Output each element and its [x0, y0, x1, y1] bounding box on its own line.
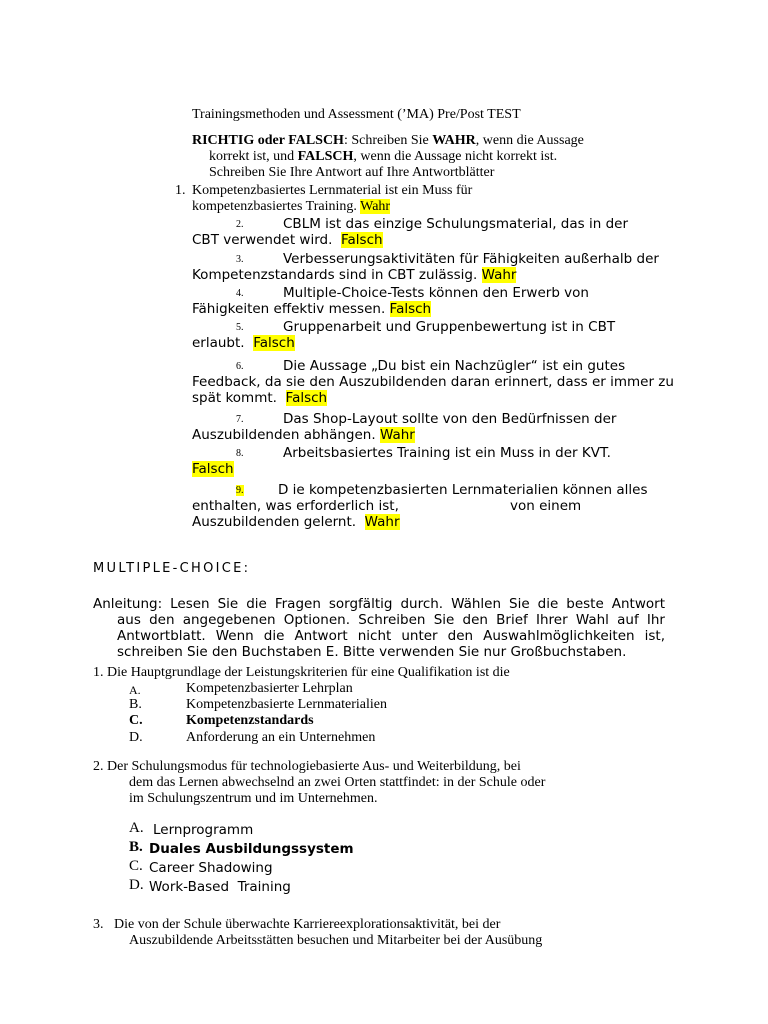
tf-instruction-line-2: [209, 149, 557, 165]
tf-answer-highlight: Wahr: [481, 267, 517, 283]
mc-question-3-line: 3. Die von der Schule überwachte Karriereexplorationsaktivität, bei der: [93, 917, 501, 932]
mc-option-letter: D.: [129, 877, 144, 893]
tf-item-text-part: Auszubildenden gelernt.: [192, 514, 357, 530]
tf-falsch-keyword: FALSCH: [297, 149, 354, 164]
mc-option-text: Anforderung an ein Unternehmen: [186, 730, 376, 745]
tf-item-text: CBLM ist das einzige Schulungsmaterial, das in der: [283, 216, 628, 232]
mc-option-text: Kompetenzbasierte Lernmaterialien: [186, 697, 387, 712]
tf-item-text: [192, 427, 415, 443]
mc-option-text: Kompetenzbasierter Lehrplan: [186, 681, 353, 696]
tf-item-number: 9.: [236, 485, 244, 496]
mc-option-text: Career Shadowing: [149, 860, 273, 876]
tf-answer-highlight: Wahr: [360, 199, 391, 214]
mc-instruction-line: schreiben Sie den Buchstaben E. Bitte verwenden Sie nur Großbuchstaben.: [117, 644, 627, 660]
tf-item-number: 4.: [236, 288, 244, 299]
tf-item-text: [192, 390, 327, 406]
tf-item-text-part: Kompetenzstandards sind in CBT zulässig.: [192, 267, 478, 283]
tf-item-text: von einem: [510, 498, 582, 514]
tf-item-text: D ie kompetenzbasierten Lernmaterialien können alles: [278, 482, 648, 498]
tf-item-text-part: Auszubildenden abhängen.: [192, 427, 376, 443]
tf-item-number: 8.: [236, 448, 244, 459]
mc-question-3-line: Auszubildende Arbeitsstätten besuchen und Mitarbeiter bei der Ausübung: [129, 933, 543, 948]
mc-heading: MULTIPLE-CHOICE:: [93, 561, 251, 576]
mc-option-letter: D.: [129, 730, 143, 745]
tf-item-number: 5.: [236, 322, 244, 333]
tf-instruction-text: korrekt ist, und: [209, 149, 298, 164]
mc-question-2-line: dem das Lernen abwechselnd an zwei Orten stattfindet: in der Schule oder: [129, 775, 546, 790]
mc-option-letter: B.: [129, 839, 143, 855]
tf-item-text: [192, 232, 383, 248]
mc-option-letter: A.: [129, 683, 141, 697]
tf-item-text: [192, 514, 400, 530]
mc-option-text: Work-Based Training: [149, 879, 291, 895]
tf-instruction-label: RICHTIG oder FALSCH: [192, 133, 344, 148]
tf-item-text: [192, 461, 234, 477]
tf-item-number: 1.: [175, 183, 186, 198]
tf-item-text-part: spät kommt.: [192, 390, 277, 406]
tf-item-text: Gruppenarbeit und Gruppenbewertung ist in CBT: [283, 319, 616, 335]
mc-option-text: Lernprogramm: [153, 822, 254, 838]
tf-item-text: Multiple-Choice-Tests können den Erwerb von: [283, 285, 589, 301]
mc-question-1: 1. Die Hauptgrundlage der Leistungskriterien für eine Qualifikation ist die: [93, 665, 510, 680]
mc-option-letter: C.: [129, 858, 143, 874]
tf-item-text: [192, 301, 431, 317]
tf-item-text: Das Shop-Layout sollte von den Bedürfnissen der: [283, 411, 617, 427]
tf-wahr-keyword: WAHR: [432, 133, 476, 148]
tf-item-text: [192, 199, 390, 215]
tf-item-text: enthalten, was erforderlich ist,: [192, 498, 399, 514]
tf-item-text-part: Fähigkeiten effektiv messen.: [192, 301, 386, 317]
tf-item-text: Die Aussage „Du bist ein Nachzügler“ ist ein gutes: [283, 358, 626, 374]
tf-item-text: Feedback, da sie den Auszubildenden daran erinnert, dass er immer zu: [192, 374, 674, 390]
tf-item-text: Arbeitsbasiertes Training ist ein Muss in der KVT.: [283, 445, 611, 461]
mc-instruction-line: aus den angegebenen Optionen. Schreiben Sie den Brief Ihrer Wahl auf Ihr: [117, 612, 665, 628]
tf-answer-highlight: Falsch: [389, 301, 432, 317]
tf-answer-highlight: Falsch: [285, 390, 328, 406]
tf-item-number: 3.: [236, 254, 244, 265]
mc-option-letter: C.: [129, 713, 143, 728]
tf-item-number: 6.: [236, 361, 244, 372]
mc-option-letter: A.: [129, 820, 144, 836]
tf-item-text: Verbesserungsaktivitäten für Fähigkeiten außerhalb der: [283, 251, 659, 267]
mc-option-text-correct: Kompetenzstandards: [186, 713, 314, 728]
tf-item-text: [192, 335, 295, 351]
tf-answer-highlight: Wahr: [379, 427, 415, 443]
mc-option-text-correct: Duales Ausbildungssystem: [149, 841, 354, 857]
tf-instruction-text: : Schreiben Sie: [343, 133, 433, 148]
tf-item-text-part: CBT verwendet wird.: [192, 232, 333, 248]
tf-item-text-part: erlaubt.: [192, 335, 245, 351]
tf-answer-highlight: Falsch: [192, 461, 234, 477]
tf-instruction-text: , wenn die Aussage nicht korrekt ist.: [353, 149, 558, 164]
page-title: Trainingsmethoden und Assessment (’MA) Pre/Post TEST: [192, 107, 521, 122]
mc-question-2-line: 2. Der Schulungsmodus für technologiebasierte Aus- und Weiterbildung, bei: [93, 759, 521, 774]
tf-answer-highlight: Falsch: [253, 335, 295, 351]
mc-option-letter: B.: [129, 697, 142, 712]
mc-question-2-line: im Schulungszentrum und im Unternehmen.: [129, 791, 378, 806]
tf-item-text-part: kompetenzbasiertes Training.: [192, 199, 357, 214]
tf-answer-highlight: Wahr: [364, 514, 400, 530]
tf-item-number: 2.: [236, 219, 244, 230]
tf-instruction-line-1: [192, 133, 584, 149]
tf-item-text: [192, 267, 516, 283]
tf-instruction-line-3: Schreiben Sie Ihre Antwort auf Ihre Antwortblätter: [209, 165, 495, 180]
tf-item-number: 7.: [236, 414, 244, 425]
mc-instruction-line: Anleitung: Lesen Sie die Fragen sorgfältig durch. Wählen Sie die beste Antwort: [93, 596, 665, 612]
tf-answer-highlight: Falsch: [341, 232, 383, 248]
mc-instruction-line: Antwortblatt. Wenn die Antwort nicht unter den Auswahlmöglichkeiten ist,: [117, 628, 665, 644]
tf-instruction-text: , wenn die Aussage: [475, 133, 584, 148]
tf-item-text: Kompetenzbasiertes Lernmaterial ist ein Muss für: [192, 183, 473, 198]
